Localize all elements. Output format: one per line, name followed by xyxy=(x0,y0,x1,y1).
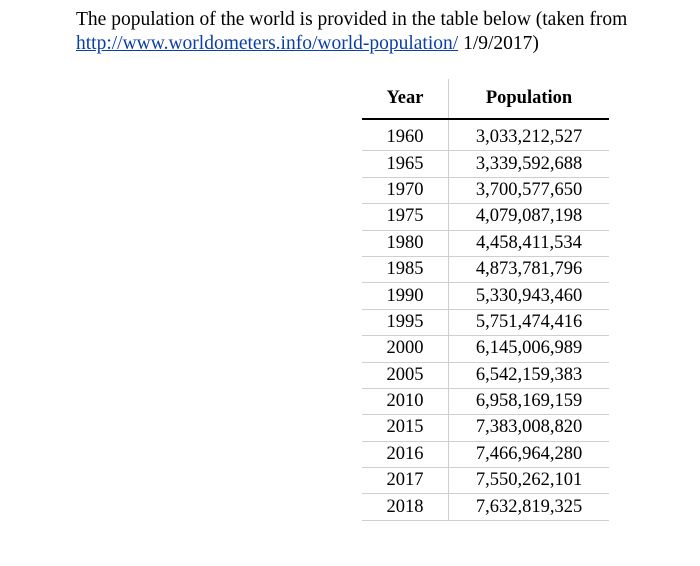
population-table-container xyxy=(362,79,609,521)
table-row xyxy=(362,283,609,309)
population-cell: 7,550,262,101 xyxy=(449,468,610,494)
table-row xyxy=(362,441,609,467)
population-column-header: Population xyxy=(449,79,610,119)
table-row xyxy=(362,204,609,230)
table-row xyxy=(362,256,609,282)
intro-text-after: 1/9/2017) xyxy=(458,33,539,54)
table-row xyxy=(362,415,609,441)
population-cell: 3,339,592,688 xyxy=(449,151,610,177)
year-column-header: Year xyxy=(362,79,449,119)
population-cell: 6,958,169,159 xyxy=(449,388,610,414)
population-table xyxy=(362,79,609,521)
year-cell: 2018 xyxy=(362,494,449,520)
year-cell: 1965 xyxy=(362,151,449,177)
population-cell: 5,330,943,460 xyxy=(449,283,610,309)
intro-paragraph xyxy=(76,8,686,56)
table-row xyxy=(362,151,609,177)
year-cell: 2010 xyxy=(362,388,449,414)
year-cell: 1975 xyxy=(362,204,449,230)
population-cell: 3,033,212,527 xyxy=(449,125,610,151)
intro-text-before: The population of the world is provided in the table below (taken from xyxy=(76,9,628,30)
year-cell: 1995 xyxy=(362,309,449,335)
population-cell: 7,632,819,325 xyxy=(449,494,610,520)
year-cell: 2005 xyxy=(362,362,449,388)
population-cell: 3,700,577,650 xyxy=(449,177,610,203)
population-cell: 4,458,411,534 xyxy=(449,230,610,256)
table-header-row xyxy=(362,79,609,119)
year-cell: 1970 xyxy=(362,177,449,203)
year-cell: 1990 xyxy=(362,283,449,309)
table-row xyxy=(362,362,609,388)
table-row xyxy=(362,494,609,520)
table-row xyxy=(362,177,609,203)
table-row xyxy=(362,125,609,151)
table-body xyxy=(362,119,609,520)
year-cell: 2000 xyxy=(362,336,449,362)
population-cell: 6,145,006,989 xyxy=(449,336,610,362)
population-cell: 5,751,474,416 xyxy=(449,309,610,335)
population-cell: 6,542,159,383 xyxy=(449,362,610,388)
table-row xyxy=(362,230,609,256)
table-row xyxy=(362,388,609,414)
table-row xyxy=(362,336,609,362)
year-cell: 1960 xyxy=(362,125,449,151)
table-row xyxy=(362,309,609,335)
year-cell: 1980 xyxy=(362,230,449,256)
population-cell: 7,466,964,280 xyxy=(449,441,610,467)
year-cell: 2016 xyxy=(362,441,449,467)
year-cell: 1985 xyxy=(362,256,449,282)
source-link[interactable]: http://www.worldometers.info/world-population/ xyxy=(76,33,459,54)
population-cell: 7,383,008,820 xyxy=(449,415,610,441)
table-row xyxy=(362,468,609,494)
year-cell: 2017 xyxy=(362,468,449,494)
population-cell: 4,873,781,796 xyxy=(449,256,610,282)
population-cell: 4,079,087,198 xyxy=(449,204,610,230)
year-cell: 2015 xyxy=(362,415,449,441)
